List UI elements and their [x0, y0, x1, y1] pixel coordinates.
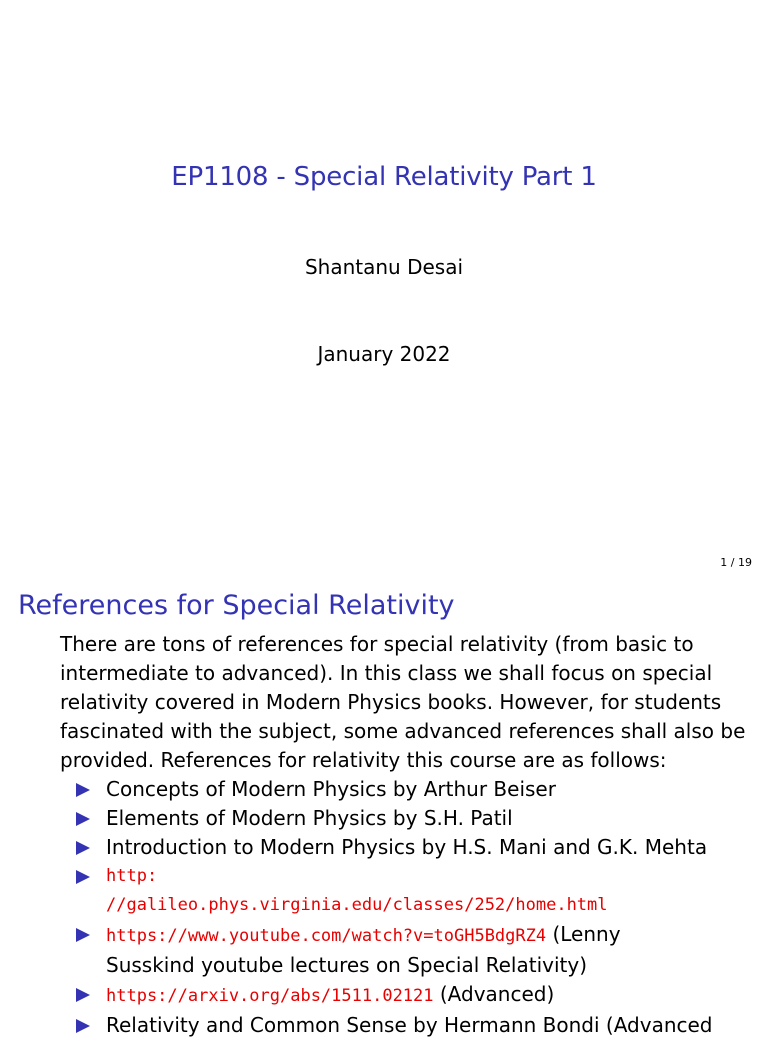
presentation-date: January 2022: [317, 342, 451, 366]
triangle-bullet-icon: [76, 1019, 90, 1033]
reference-note: (Lenny: [546, 922, 621, 946]
reference-item: [76, 920, 756, 980]
reference-item: [76, 862, 756, 920]
reference-text: Concepts of Modern Physics by Arthur Beiser: [106, 777, 556, 801]
reference-note: Susskind youtube lectures on Special Relativity): [106, 953, 588, 977]
intro-line: provided. References for relativity this course are as follows:: [60, 748, 667, 772]
reference-link-youtube[interactable]: https://www.youtube.com/watch?v=toGH5BdgRZ4: [106, 926, 547, 946]
reference-item: [76, 1011, 756, 1040]
reference-list: [76, 775, 756, 1040]
reference-item: [76, 775, 756, 804]
triangle-bullet-icon: [76, 783, 90, 797]
triangle-bullet-icon: [76, 988, 90, 1002]
intro-paragraph: [60, 630, 750, 775]
reference-link-galileo[interactable]: http:: [106, 866, 158, 886]
reference-text: Relativity and Common Sense by Hermann Bondi (Advanced: [106, 1013, 713, 1037]
reference-item: [76, 804, 756, 833]
presentation-title: EP1108 - Special Relativity Part 1: [171, 162, 597, 192]
triangle-bullet-icon: [76, 841, 90, 855]
reference-link-arxiv[interactable]: https://arxiv.org/abs/1511.02121: [106, 986, 434, 1006]
references-slide: [0, 578, 768, 1037]
reference-link-galileo-cont[interactable]: //galileo.phys.virginia.edu/classes/252/home.html: [106, 895, 608, 915]
author-name: Shantanu Desai: [304, 255, 464, 279]
reference-note: (Advanced): [433, 982, 555, 1006]
intro-line: intermediate to advanced). In this class we shall focus on special: [60, 661, 713, 685]
reference-item: [76, 980, 756, 1011]
page-number: 1 / 19: [720, 556, 752, 569]
reference-item: [76, 833, 756, 862]
triangle-bullet-icon: [76, 928, 90, 942]
intro-line: fascinated with the subject, some advanced references shall also be: [60, 719, 746, 743]
triangle-bullet-icon: [76, 812, 90, 826]
triangle-bullet-icon: [76, 870, 90, 884]
reference-text: Elements of Modern Physics by S.H. Patil: [106, 806, 513, 830]
intro-line: There are tons of references for special relativity (from basic to: [60, 632, 694, 656]
reference-text: Introduction to Modern Physics by H.S. Mani and G.K. Mehta: [106, 835, 708, 859]
intro-line: relativity covered in Modern Physics books. However, for students: [60, 690, 722, 714]
frame-title: References for Special Relativity: [18, 590, 455, 621]
